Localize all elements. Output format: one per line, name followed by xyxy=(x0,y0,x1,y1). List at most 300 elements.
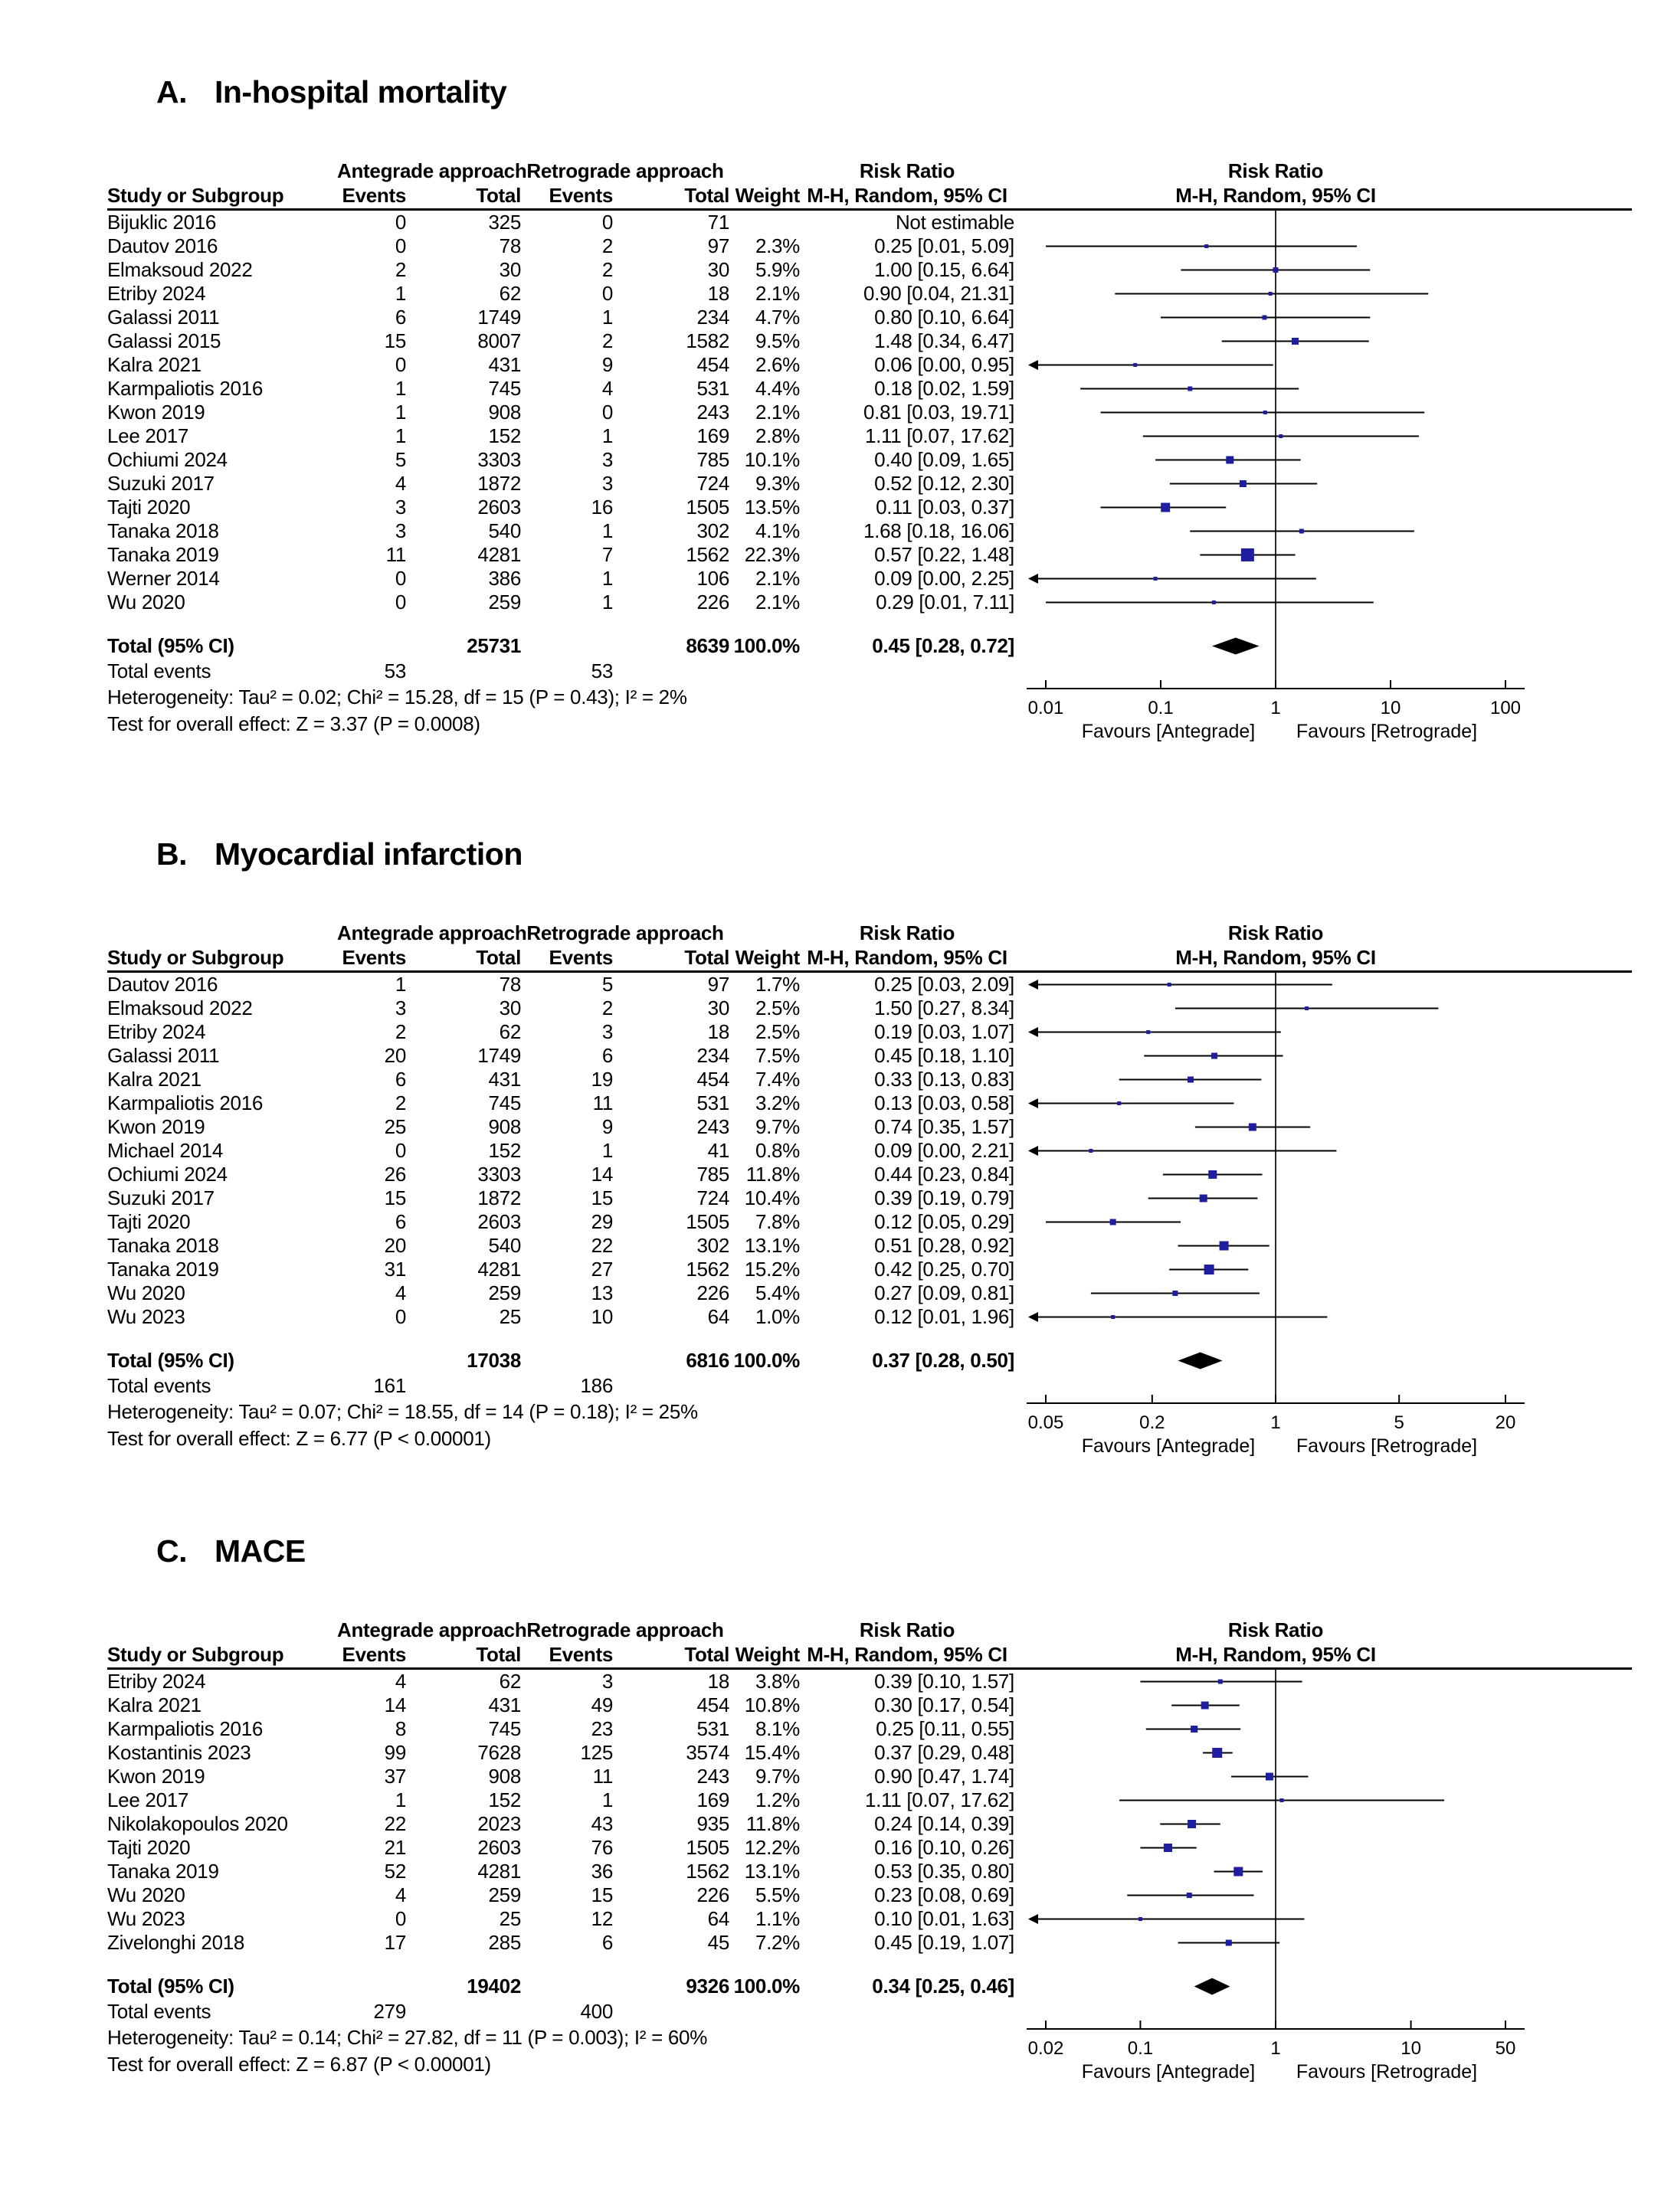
antegrade-events: 4 xyxy=(395,1670,406,1693)
antegrade-events: 1 xyxy=(395,1788,406,1811)
retrograde-events: 23 xyxy=(591,1717,613,1740)
weight-value: 7.5% xyxy=(755,1044,800,1067)
antegrade-total: 540 xyxy=(488,1234,521,1257)
retrograde-events: 0 xyxy=(601,282,613,305)
effect-square xyxy=(1263,411,1267,414)
risk-ratio-ci-value: 0.29 [0.01, 7.11] xyxy=(876,591,1014,614)
antegrade-events: 0 xyxy=(395,567,406,590)
weight-value: 100.0% xyxy=(733,1349,800,1372)
study-label: Kwon 2019 xyxy=(107,1765,205,1788)
risk-ratio-ci-value: 0.23 [0.08, 0.69] xyxy=(874,1883,1014,1906)
study-label: Etriby 2024 xyxy=(107,1670,206,1693)
risk-ratio-ci-value: 0.40 [0.09, 1.65] xyxy=(874,448,1014,471)
retrograde-total: 64 xyxy=(707,1907,729,1930)
study-label: Dautov 2016 xyxy=(107,234,218,257)
retrograde-group-header: Retrograde approach xyxy=(526,159,724,182)
weight-value: 8.1% xyxy=(755,1717,800,1740)
effect-square xyxy=(1305,1006,1309,1010)
antegrade-total-header: Total xyxy=(476,946,521,969)
retrograde-events: 27 xyxy=(591,1258,613,1281)
weight-value: 4.4% xyxy=(755,377,800,400)
weight-col-header: Weight xyxy=(735,946,800,969)
effect-square xyxy=(1241,548,1254,561)
antegrade-events: 0 xyxy=(395,1907,406,1930)
effect-square xyxy=(1249,1124,1256,1131)
antegrade-group-header: Antegrade approach xyxy=(337,1618,527,1641)
risk-ratio-ci-value: 0.09 [0.00, 2.21] xyxy=(874,1139,1014,1162)
study-label: Bijuklic 2016 xyxy=(107,211,217,234)
overall-effect-test: Test for overall effect: Z = 3.37 (P = 0.0008) xyxy=(107,712,480,735)
antegrade-events: 15 xyxy=(384,329,406,352)
study-label: Total (95% CI) xyxy=(107,1349,234,1372)
axis-tick-label: 1 xyxy=(1270,1412,1281,1433)
antegrade-total: 431 xyxy=(488,1068,521,1091)
antegrade-events: 20 xyxy=(384,1234,406,1257)
weight-value: 22.3% xyxy=(744,543,800,566)
weight-value: 100.0% xyxy=(733,1975,800,1998)
panel-title-text: In-hospital mortality xyxy=(215,74,507,110)
antegrade-events: 0 xyxy=(395,591,406,614)
antegrade-events: 1 xyxy=(395,424,406,447)
antegrade-events: 2 xyxy=(395,1091,406,1114)
retrograde-total: 234 xyxy=(696,306,729,329)
effect-square xyxy=(1292,338,1299,345)
effect-square xyxy=(1233,1867,1243,1877)
retrograde-total: 226 xyxy=(696,1281,729,1304)
effect-square xyxy=(1204,244,1208,248)
antegrade-total: 30 xyxy=(499,996,521,1019)
effect-square xyxy=(1262,316,1266,320)
antegrade-total: 1872 xyxy=(477,1186,521,1209)
antegrade-total: 30 xyxy=(499,258,521,281)
study-label: Total events xyxy=(107,2000,211,2023)
antegrade-events: 2 xyxy=(395,258,406,281)
study-label: Kwon 2019 xyxy=(107,401,205,424)
summary-diamond xyxy=(1178,1353,1223,1369)
panel-title-text: MACE xyxy=(215,1533,306,1569)
retrograde-total: 243 xyxy=(696,1115,729,1138)
antegrade-events: 21 xyxy=(384,1836,406,1859)
antegrade-total: 908 xyxy=(488,1115,521,1138)
retrograde-total: 454 xyxy=(696,1693,729,1716)
weight-value: 4.7% xyxy=(755,306,800,329)
panel-body xyxy=(107,211,1632,750)
risk-ratio-col-header: Risk Ratio xyxy=(859,1618,955,1641)
antegrade-total: 4281 xyxy=(477,543,521,566)
effect-square xyxy=(1273,267,1279,273)
retrograde-events: 186 xyxy=(580,1374,613,1397)
weight-value: 15.2% xyxy=(744,1258,800,1281)
retrograde-total: 243 xyxy=(696,1765,729,1788)
risk-ratio-ci-value: 0.11 [0.03, 0.37] xyxy=(876,496,1014,519)
risk-ratio-ci-value: 0.25 [0.01, 5.09] xyxy=(874,234,1014,257)
risk-ratio-plot-header: Risk Ratio xyxy=(1227,1618,1324,1641)
study-label: Kwon 2019 xyxy=(107,1115,205,1138)
favours-left-label: Favours [Antegrade] xyxy=(1081,721,1256,742)
panel-title xyxy=(107,73,1632,111)
antegrade-events: 0 xyxy=(395,1139,406,1162)
effect-square xyxy=(1188,387,1192,391)
weight-value: 1.0% xyxy=(755,1305,800,1328)
antegrade-total: 745 xyxy=(488,377,521,400)
weight-value: 3.8% xyxy=(755,1670,800,1693)
table-header xyxy=(107,921,1632,970)
retrograde-events xyxy=(521,1349,613,1373)
retrograde-total: 18 xyxy=(707,1020,729,1043)
weight-value: 11.8% xyxy=(745,1812,800,1835)
axis-tick-label: 1 xyxy=(1270,2038,1281,2059)
retrograde-group-header: Retrograde approach xyxy=(526,1618,724,1641)
antegrade-events: 6 xyxy=(395,306,406,329)
retrograde-total: 18 xyxy=(707,282,729,305)
forest-panel xyxy=(107,73,1632,750)
weight-value: 2.5% xyxy=(755,996,800,1019)
study-label: Ochiumi 2024 xyxy=(107,1163,228,1186)
antegrade-total xyxy=(406,1373,521,1399)
retrograde-events: 11 xyxy=(592,1091,613,1114)
risk-ratio-ci-value xyxy=(800,658,1014,684)
effect-square xyxy=(1188,1077,1194,1083)
risk-ratio-ci-value: 0.90 [0.47, 1.74] xyxy=(874,1765,1014,1788)
retrograde-events-header: Events xyxy=(549,946,613,969)
risk-ratio-ci-value: 0.52 [0.12, 2.30] xyxy=(874,472,1014,495)
weight-value: 5.9% xyxy=(755,258,800,281)
effect-square xyxy=(1201,1702,1209,1710)
retrograde-events: 36 xyxy=(591,1860,613,1883)
risk-ratio-ci-value: 0.42 [0.25, 0.70] xyxy=(874,1258,1014,1281)
retrograde-events: 1 xyxy=(601,567,613,590)
risk-ratio-plot-header: Risk Ratio xyxy=(1227,159,1324,182)
retrograde-total: 531 xyxy=(696,1717,729,1740)
effect-square xyxy=(1212,1748,1222,1758)
table-header xyxy=(107,1618,1632,1667)
forest-panel xyxy=(107,835,1632,1464)
risk-ratio-ci-value: 1.50 [0.27, 8.34] xyxy=(874,996,1014,1019)
study-label: Wu 2023 xyxy=(107,1305,185,1328)
antegrade-total: 2603 xyxy=(477,1210,521,1233)
weight-value: 7.8% xyxy=(755,1210,800,1233)
antegrade-total: 325 xyxy=(488,211,521,234)
antegrade-events: 0 xyxy=(395,211,406,234)
antegrade-total: 3303 xyxy=(477,1163,521,1186)
antegrade-events: 37 xyxy=(384,1765,406,1788)
effect-square xyxy=(1138,1917,1142,1921)
antegrade-events xyxy=(337,634,406,658)
panel-title xyxy=(107,1532,1632,1570)
antegrade-total: 1872 xyxy=(477,472,521,495)
study-label: Tajti 2020 xyxy=(107,1210,191,1233)
favours-right-label: Favours [Retrograde] xyxy=(1296,2061,1478,2083)
retrograde-total: 3574 xyxy=(686,1741,729,1764)
axis-tick-label: 0.2 xyxy=(1139,1412,1165,1433)
risk-ratio-ci-value: 0.45 [0.19, 1.07] xyxy=(874,1931,1014,1954)
antegrade-total: 25731 xyxy=(467,634,521,657)
retrograde-total: 724 xyxy=(696,472,729,495)
effect-square xyxy=(1191,1726,1197,1733)
retrograde-total-header: Total xyxy=(684,946,729,969)
effect-square xyxy=(1299,529,1304,534)
retrograde-total: 106 xyxy=(696,567,729,590)
risk-ratio-ci-value: 0.13 [0.03, 0.58] xyxy=(874,1091,1014,1114)
antegrade-total: 2603 xyxy=(477,496,521,519)
antegrade-events xyxy=(337,1975,406,1998)
risk-ratio-ci-value: 0.44 [0.23, 0.84] xyxy=(874,1163,1014,1186)
study-label: Karmpaliotis 2016 xyxy=(107,377,264,400)
antegrade-total: 62 xyxy=(499,282,521,305)
antegrade-total: 25 xyxy=(499,1305,521,1328)
weight-value: 5.4% xyxy=(755,1281,800,1304)
antegrade-events: 0 xyxy=(395,1305,406,1328)
mh-ci-plot-header: M-H, Random, 95% CI xyxy=(1175,946,1376,969)
retrograde-total: 8639 xyxy=(686,634,729,657)
retrograde-total: 785 xyxy=(696,1163,729,1186)
effect-square xyxy=(1240,480,1247,487)
retrograde-events xyxy=(521,1975,613,1998)
retrograde-total: 30 xyxy=(707,258,729,281)
risk-ratio-ci-value: 0.39 [0.19, 0.79] xyxy=(874,1186,1014,1209)
antegrade-total: 1749 xyxy=(477,1044,521,1067)
risk-ratio-ci-value: 1.00 [0.15, 6.64] xyxy=(874,258,1014,281)
weight-value: 10.4% xyxy=(744,1186,800,1209)
retrograde-events: 3 xyxy=(601,472,613,495)
study-label: Michael 2014 xyxy=(107,1139,224,1162)
retrograde-events: 14 xyxy=(591,1163,613,1186)
favours-right-label: Favours [Retrograde] xyxy=(1296,1435,1478,1457)
effect-square xyxy=(1117,1101,1121,1105)
antegrade-total: 4281 xyxy=(477,1258,521,1281)
retrograde-events: 3 xyxy=(601,1670,613,1693)
study-label: Etriby 2024 xyxy=(107,1020,206,1043)
antegrade-group-header: Antegrade approach xyxy=(337,159,527,182)
weight-value: 12.2% xyxy=(744,1836,800,1859)
retrograde-total: 71 xyxy=(707,211,729,234)
retrograde-total: 785 xyxy=(696,448,729,471)
favours-left-label: Favours [Antegrade] xyxy=(1081,2061,1256,2083)
axis-tick-label: 1 xyxy=(1270,698,1281,718)
risk-ratio-ci-value: Not estimable xyxy=(895,211,1014,234)
study-label: Lee 2017 xyxy=(107,1788,189,1811)
study-label: Werner 2014 xyxy=(107,567,220,590)
retrograde-events: 0 xyxy=(601,401,613,424)
axis-tick-label: 10 xyxy=(1401,2038,1421,2059)
study-label: Galassi 2011 xyxy=(107,306,220,329)
study-label: Elmaksoud 2022 xyxy=(107,258,253,281)
axis-tick-label: 5 xyxy=(1394,1412,1404,1433)
table-header xyxy=(107,159,1632,208)
risk-ratio-ci-value: 0.90 [0.04, 21.31] xyxy=(863,282,1014,305)
retrograde-total xyxy=(613,658,729,684)
retrograde-total: 64 xyxy=(707,1305,729,1328)
retrograde-events: 2 xyxy=(601,996,613,1019)
retrograde-events: 22 xyxy=(591,1234,613,1257)
antegrade-events: 31 xyxy=(384,1258,406,1281)
weight-value: 5.5% xyxy=(755,1883,800,1906)
risk-ratio-ci-value xyxy=(800,1998,1014,2024)
weight-value xyxy=(729,1998,800,2024)
retrograde-total: 531 xyxy=(696,1091,729,1114)
risk-ratio-ci-value: 1.11 [0.07, 17.62] xyxy=(864,424,1014,447)
retrograde-group-header: Retrograde approach xyxy=(526,921,724,944)
antegrade-events xyxy=(337,1349,406,1373)
antegrade-total xyxy=(406,658,521,684)
antegrade-events: 15 xyxy=(384,1186,406,1209)
antegrade-events: 6 xyxy=(395,1068,406,1091)
retrograde-events xyxy=(521,634,613,658)
antegrade-total: 3303 xyxy=(477,448,521,471)
retrograde-events: 76 xyxy=(591,1836,613,1859)
study-label: Nikolakopoulos 2020 xyxy=(107,1812,288,1835)
axis-tick-label: 50 xyxy=(1495,2038,1516,2059)
retrograde-total xyxy=(613,1998,729,2024)
retrograde-events: 10 xyxy=(591,1305,613,1328)
risk-ratio-ci-value: 0.25 [0.11, 0.55] xyxy=(876,1717,1014,1740)
effect-square xyxy=(1187,1893,1192,1898)
antegrade-events: 279 xyxy=(373,2000,406,2023)
study-label: Karmpaliotis 2016 xyxy=(107,1091,264,1114)
antegrade-total: 540 xyxy=(488,519,521,542)
antegrade-events: 5 xyxy=(395,448,406,471)
panel-body xyxy=(107,1670,1632,2090)
retrograde-events: 6 xyxy=(601,1044,613,1067)
antegrade-total: 8007 xyxy=(477,329,521,352)
effect-square xyxy=(1226,456,1233,464)
effect-square xyxy=(1218,1680,1223,1684)
effect-square xyxy=(1269,292,1273,296)
risk-ratio-ci-value: 0.24 [0.14, 0.39] xyxy=(874,1812,1014,1835)
weight-value: 13.1% xyxy=(744,1234,800,1257)
study-label: Wu 2020 xyxy=(107,591,185,614)
risk-ratio-ci-value: 0.10 [0.01, 1.63] xyxy=(874,1907,1014,1930)
retrograde-total: 45 xyxy=(707,1931,729,1954)
panel-label: C. xyxy=(156,1533,187,1569)
effect-square xyxy=(1226,1940,1232,1946)
risk-ratio-ci-value: 0.34 [0.25, 0.46] xyxy=(872,1975,1014,1998)
antegrade-events: 6 xyxy=(395,1210,406,1233)
weight-value: 3.2% xyxy=(755,1091,800,1114)
study-label: Kostantinis 2023 xyxy=(107,1741,251,1764)
study-label: Total events xyxy=(107,1374,211,1397)
retrograde-total: 531 xyxy=(696,377,729,400)
weight-value: 2.1% xyxy=(755,591,800,614)
retrograde-events: 29 xyxy=(591,1210,613,1233)
panel-body xyxy=(107,973,1632,1464)
study-label: Tanaka 2018 xyxy=(107,1234,219,1257)
effect-square xyxy=(1188,1820,1196,1828)
effect-square xyxy=(1146,1030,1150,1034)
retrograde-total-header: Total xyxy=(684,1643,729,1666)
weight-value: 0.8% xyxy=(755,1139,800,1162)
heterogeneity-stats: Heterogeneity: Tau² = 0.02; Chi² = 15.28, df = 15 (P = 0.43); I² = 2% xyxy=(107,686,687,708)
retrograde-events-header: Events xyxy=(549,1643,613,1666)
antegrade-events: 8 xyxy=(395,1717,406,1740)
effect-square xyxy=(1110,1219,1116,1225)
risk-ratio-ci-value: 0.80 [0.10, 6.64] xyxy=(874,306,1014,329)
study-label: Tanaka 2019 xyxy=(107,1860,219,1883)
weight-value: 2.1% xyxy=(755,282,800,305)
summary-diamond xyxy=(1212,638,1260,655)
effect-square xyxy=(1211,1053,1217,1059)
retrograde-events: 2 xyxy=(601,258,613,281)
study-label: Tanaka 2019 xyxy=(107,543,219,566)
retrograde-total: 97 xyxy=(707,973,729,996)
overall-effect-test: Test for overall effect: Z = 6.77 (P < 0.00001) xyxy=(107,1427,491,1450)
risk-ratio-ci-value: 0.33 [0.13, 0.83] xyxy=(874,1068,1014,1091)
weight-value: 2.3% xyxy=(755,234,800,257)
antegrade-events: 4 xyxy=(395,1281,406,1304)
study-col-header: Study or Subgroup xyxy=(107,184,284,207)
risk-ratio-ci-value: 0.30 [0.17, 0.54] xyxy=(874,1693,1014,1716)
weight-value: 1.2% xyxy=(755,1788,800,1811)
mh-ci-col-header: M-H, Random, 95% CI xyxy=(807,184,1007,207)
antegrade-events: 4 xyxy=(395,472,406,495)
retrograde-events: 2 xyxy=(601,234,613,257)
retrograde-total: 1562 xyxy=(686,1258,729,1281)
study-label: Tanaka 2019 xyxy=(107,1258,219,1281)
risk-ratio-col-header: Risk Ratio xyxy=(859,921,955,944)
effect-square xyxy=(1161,503,1170,512)
effect-square xyxy=(1168,983,1171,987)
study-col-header: Study or Subgroup xyxy=(107,1643,284,1666)
weight-value: 9.5% xyxy=(755,329,800,352)
weight-value: 100.0% xyxy=(733,634,800,657)
risk-ratio-ci-value: 1.68 [0.18, 16.06] xyxy=(863,519,1014,542)
antegrade-total: 1749 xyxy=(477,306,521,329)
retrograde-events: 1 xyxy=(601,306,613,329)
retrograde-total: 6816 xyxy=(686,1349,729,1372)
risk-ratio-ci-value: 0.18 [0.02, 1.59] xyxy=(874,377,1014,400)
risk-ratio-ci-value: 0.12 [0.05, 0.29] xyxy=(874,1210,1014,1233)
antegrade-events-header: Events xyxy=(342,1643,406,1666)
retrograde-events: 7 xyxy=(601,543,613,566)
antegrade-total: 4281 xyxy=(477,1860,521,1883)
study-label: Wu 2020 xyxy=(107,1281,185,1304)
antegrade-events: 0 xyxy=(395,234,406,257)
weight-col-header: Weight xyxy=(735,1643,800,1666)
risk-ratio-ci-value: 0.81 [0.03, 19.71] xyxy=(863,401,1014,424)
weight-value xyxy=(729,658,800,684)
antegrade-events: 14 xyxy=(384,1693,406,1716)
retrograde-events: 6 xyxy=(601,1931,613,1954)
retrograde-total: 41 xyxy=(707,1139,729,1162)
antegrade-events-header: Events xyxy=(342,184,406,207)
study-label: Zivelonghi 2018 xyxy=(107,1931,245,1954)
study-label: Elmaksoud 2022 xyxy=(107,996,253,1019)
study-label: Karmpaliotis 2016 xyxy=(107,1717,264,1740)
antegrade-events: 1 xyxy=(395,401,406,424)
effect-square xyxy=(1212,600,1216,604)
retrograde-events: 1 xyxy=(601,591,613,614)
risk-ratio-ci-value: 0.37 [0.28, 0.50] xyxy=(872,1349,1014,1372)
retrograde-events: 43 xyxy=(591,1812,613,1835)
retrograde-total-header: Total xyxy=(684,184,729,207)
axis-tick-label: 0.1 xyxy=(1127,2038,1154,2059)
antegrade-total: 78 xyxy=(499,973,521,996)
weight-value: 2.1% xyxy=(755,567,800,590)
antegrade-group-header: Antegrade approach xyxy=(337,921,527,944)
antegrade-events: 26 xyxy=(384,1163,406,1186)
risk-ratio-ci-value: 1.48 [0.34, 6.47] xyxy=(874,329,1014,352)
antegrade-events: 3 xyxy=(395,496,406,519)
study-label: Kalra 2021 xyxy=(107,1693,201,1716)
retrograde-total: 454 xyxy=(696,1068,729,1091)
retrograde-events: 125 xyxy=(580,1741,613,1764)
antegrade-total: 152 xyxy=(488,1139,521,1162)
antegrade-total: 62 xyxy=(499,1020,521,1043)
study-label: Kalra 2021 xyxy=(107,1068,201,1091)
retrograde-total xyxy=(613,1373,729,1399)
retrograde-events: 53 xyxy=(591,659,613,682)
retrograde-total: 724 xyxy=(696,1186,729,1209)
